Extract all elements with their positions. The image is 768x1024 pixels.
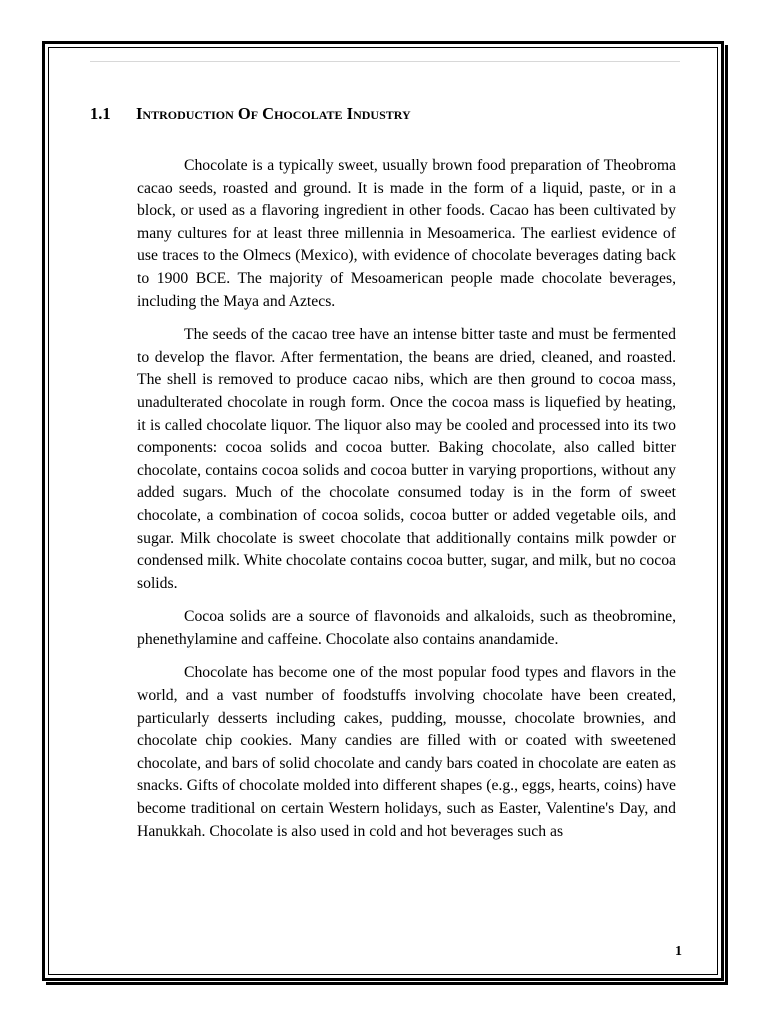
page-number: 1 [675,944,682,959]
section-heading [90,104,680,124]
header-rule [90,61,680,62]
paragraph: Chocolate has become one of the most popular food types and flavors in the world, and a vast number of foodstuffs involving chocolate have been created, particularly desserts including cakes, pudding, mousse, chocolate brownies, and chocolate chip cookies. Many candies are filled with or coated with sweetened chocolate, and bars of solid chocolate and candy bars coated in chocolate are eaten as snacks. Gifts of chocolate molded into different shapes (e.g., eggs, hearts, coins) have become traditional on certain Western holidays, such as Easter, Valentine's Day, and Hanukkah. Chocolate is also used in cold and hot beverages such as [137,664,676,840]
section-number: 1.1 [90,104,111,123]
paragraph: Chocolate is a typically sweet, usually brown food preparation of Theobroma cacao seeds, roasted and ground. It is made in the form of a liquid, paste, or in a block, or used as a flavoring ingredient in other foods. Cacao has been cultivated by many cultures for at least three millennia in Mesoamerica. The earliest evidence of use traces to the Olmecs (Mexico), with evidence of chocolate beverages dating back to 1900 BCE. The majority of Mesoamerican people made chocolate beverages, including the Maya and Aztecs. [137,157,676,310]
paragraph: The seeds of the cacao tree have an intense bitter taste and must be fermented to develop the flavor. After fermentation, the beans are dried, cleaned, and roasted. The shell is removed to produce cacao nibs, which are then ground to cocoa mass, unadulterated chocolate in rough form. Once the cocoa mass is liquefied by heating, it is called chocolate liquor. The liquor also may be cooled and processed into its two components: cocoa solids and cocoa butter. Baking chocolate, also called bitter chocolate, contains cocoa solids and cocoa butter in varying proportions, without any added sugars. Much of the chocolate consumed today is in the form of sweet chocolate, a combination of cocoa solids, cocoa butter or added vegetable oils, and sugar. Milk chocolate is sweet chocolate that additionally contains milk powder or condensed milk. White chocolate contains cocoa butter, sugar, and milk, but no cocoa solids. [137,326,676,592]
section-title: Introduction Of Chocolate Industry [136,104,411,123]
body-text [137,155,676,854]
paragraph: Cocoa solids are a source of flavonoids and alkaloids, such as theobromine, phenethylamine and caffeine. Chocolate also contains anandamide. [137,608,676,648]
